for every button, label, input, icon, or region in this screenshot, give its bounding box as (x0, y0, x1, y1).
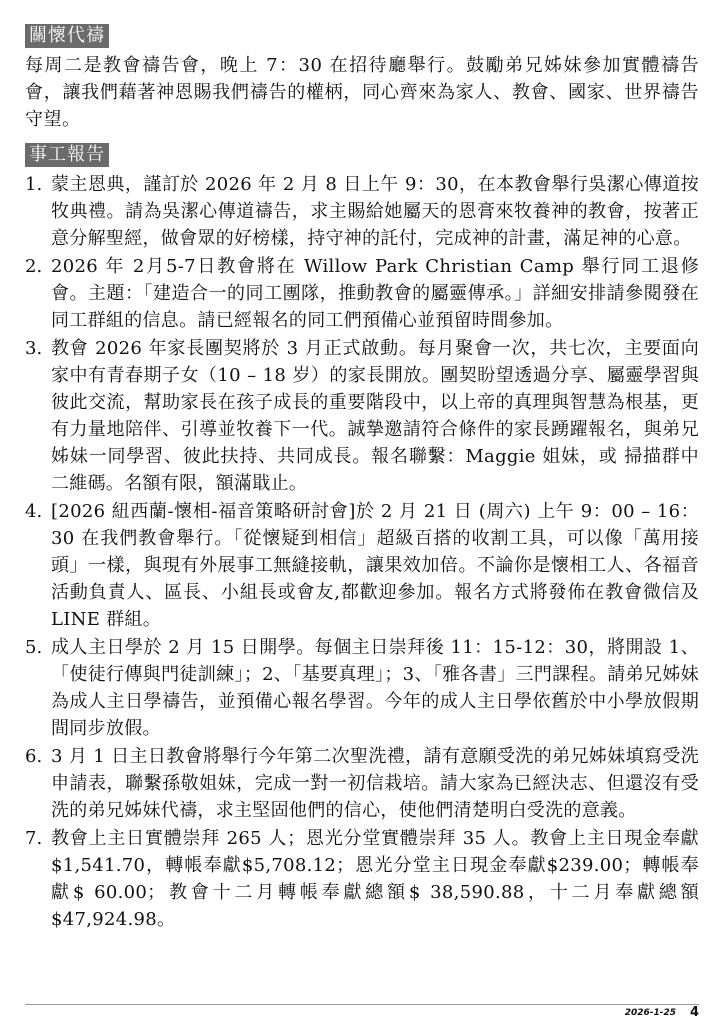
page-number: 4 (689, 1005, 699, 1020)
list-item (25, 335, 699, 497)
item-number: 3. (25, 338, 43, 359)
item-number: 1. (25, 174, 43, 195)
item-text: 成人主日學於 2 月 15 日開學。每個主日崇拜後 11：15-12：30，將開設 1、「使徒行傳與門徒訓練」；2、「基要真理」；3、「雅各書」三門課程。請弟兄姊妹為成人主日學禱告，並預備心報名學習。今年的成人主日學依舊於中小學放假期間同步放假。 (51, 637, 699, 739)
item-text: [2026 紐西蘭-懷相-福音策略研討會]於 2 月 21 日 (周六) 上午 9：00 – 16：30 在我們教會舉行。「從懷疑到相信」超級百搭的收割工具，可以像「萬用接頭」一樣，與現有外展事工無縫接軌，讓果效加倍。不論你是懷相工人、各福音活動負責人、區長、小組長或會友,都歡迎參加。報名方式將發佈在教會微信及 LINE 群組。 (51, 501, 699, 630)
item-text: 教會 2026 年家長團契將於 3 月正式啟動。每月聚會一次，共七次，主要面向家中有青春期子女（10 – 18 岁）的家長開放。團契盼望透過分享、屬靈學習與彼此交流，幫助家長在孩子成長的重要階段中，以上帝的真理與智慧為根基，更有力量地陪伴、引導並牧養下一代。誠摯邀請符合條件的家長踴躍報名，與弟兄姊妹一同學習、彼此扶持、共同成長。報名聯繫：Maggie 姐妹，或 掃描群中二維碼。名額有限，額滿戢止。 (51, 338, 699, 494)
item-number: 5. (25, 637, 43, 658)
footer-divider (25, 1004, 699, 1005)
list-item (25, 498, 699, 633)
list-item (25, 171, 699, 252)
item-number: 6. (25, 746, 43, 767)
list-item (25, 253, 699, 334)
footer-date: 2026-1-25 (624, 1008, 676, 1018)
list-item (25, 634, 699, 742)
list-item (25, 743, 699, 824)
item-text: 2026 年 2月5-7日教會將在 Willow Park Christian Camp 舉行同工退修會。主題：「建造合一的同工團隊，推動教會的屬靈傳承。」詳細安排請參閱發在同工群組的信息。請已經報名的同工們預備心並預留時間參加。 (51, 256, 699, 331)
ministry-report-list (25, 171, 699, 933)
prayer-paragraph: 每周二是教會禱告會，晚上 7：30 在招待廳舉行。鼓勵弟兄姊妹參加實體禱告會，讓我們藉著神恩賜我們禱告的權柄，同心齊來為家人、教會、國家、世界禱告守望。 (25, 55, 699, 130)
bulletin-page (25, 24, 699, 934)
item-text: 蒙主恩典，謹訂於 2026 年 2 月 8 日上午 9：30，在本教會舉行吳潔心傳道按牧典禮。請為吳潔心傳道禱告，求主賜給她屬天的恩膏來牧養神的教會，按著正意分解聖經，做會眾的好榜樣，持守神的託付，完成神的計畫，滿足神的心意。 (51, 174, 699, 249)
item-number: 2. (25, 256, 43, 277)
item-text: 教會上主日實體崇拜 265 人；恩光分堂實體崇拜 35 人。教會上主日現金奉獻$1,541.70，轉帳奉獻$5,708.12；恩光分堂主日現金奉獻$239.00；轉帳奉獻$ 60.00；教會十二月轉帳奉獻總額$ 38,590.88，十二月奉獻總額$47,924.98。 (51, 828, 699, 930)
item-number: 7. (25, 828, 43, 849)
section-heading-prayer: 關懷代禱 (25, 24, 109, 48)
item-text: 3 月 1 日主日教會將舉行今年第二次聖洗禮，請有意願受洗的弟兄姊妹填寫受洗申請表，聯繫孫敬姐妹，完成一對一初信栽培。請大家為已經決志、但還沒有受洗的弟兄姊妹代禱，求主堅固他們的信心，使他們清楚明白受洗的意義。 (51, 746, 699, 821)
item-number: 4. (25, 501, 43, 522)
section-heading-ministry-report: 事工報告 (25, 143, 109, 167)
list-item (25, 825, 699, 933)
